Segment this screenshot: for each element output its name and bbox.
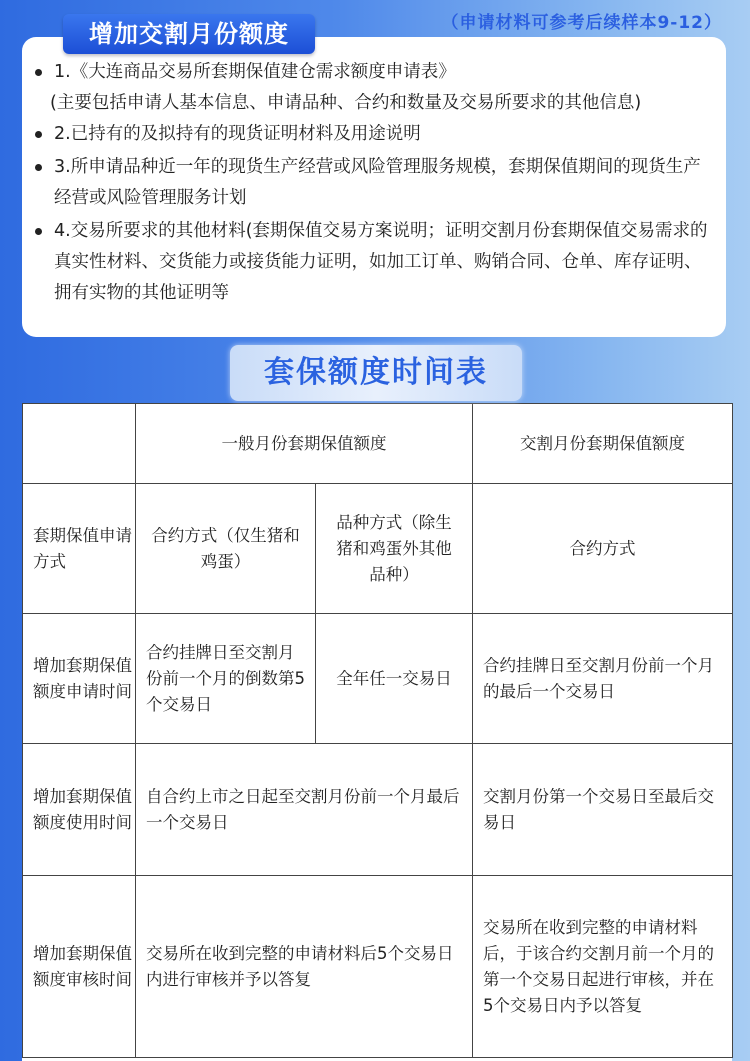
row-label-apply-time: 增加套期保值额度申请时间 xyxy=(23,614,136,744)
cell-use-general: 自合约上市之日起至交割月份前一个月最后一个交易日 xyxy=(136,744,473,876)
header-general: 一般月份套期保值额度 xyxy=(136,404,473,484)
material-item-2: 2.已持有的及拟持有的现货证明材料及用途说明 xyxy=(22,119,714,150)
table-corner-cell xyxy=(23,404,136,484)
material-item-4: 4.交易所要求的其他材料(套期保值交易方案说明；证明交割月份套期保值交易需求的真实性材料、交货能力或接货能力证明，如加工订单、购销合同、仓单、库存证明、拥有实物的其他证明等 xyxy=(22,216,714,309)
materials-card xyxy=(22,37,726,337)
section-title: 增加交割月份额度 xyxy=(63,14,315,54)
table-row xyxy=(23,484,733,614)
row-label-method: 套期保值申请方式 xyxy=(23,484,136,614)
cell-use-delivery: 交割月份第一个交易日至最后交易日 xyxy=(473,744,733,876)
cell-apply-delivery: 合约挂牌日至交割月份前一个月的最后一个交易日 xyxy=(473,614,733,744)
header-delivery: 交割月份套期保值额度 xyxy=(473,404,733,484)
table-header-row xyxy=(23,404,733,484)
row-label-review-time: 增加套期保值额度审核时间 xyxy=(23,876,136,1058)
cell-review-general: 交易所在收到完整的申请材料后5个交易日内进行审核并予以答复 xyxy=(136,876,473,1058)
cell-method-general-contract: 合约方式（仅生猪和鸡蛋） xyxy=(136,484,316,614)
material-item-3: 3.所申请品种近一年的现货生产经营或风险管理服务规模，套期保值期间的现货生产经营或风险管理服务计划 xyxy=(22,152,714,214)
table-row xyxy=(23,744,733,876)
cell-review-delivery: 交易所在收到完整的申请材料后，于该合约交割月前一个月的第一个交易日起进行审核，并在5个交易日内予以答复 xyxy=(473,876,733,1058)
hedge-quota-table xyxy=(22,403,733,1058)
table-row xyxy=(23,876,733,1058)
table-row xyxy=(23,614,733,744)
material-item-1-detail: (主要包括申请人基本信息、申请品种、合约和数量及交易所要求的其他信息) xyxy=(50,93,642,113)
table-title: 套保额度时间表 xyxy=(230,345,522,401)
row-label-use-time: 增加套期保值额度使用时间 xyxy=(23,744,136,876)
materials-note: （申请材料可参考后续样本9-12） xyxy=(441,13,722,33)
material-item-1: 1.《大连商品交易所套期保值建仓需求额度申请表》 xyxy=(22,57,714,88)
hedge-quota-table-wrap xyxy=(22,403,732,1061)
cell-method-delivery: 合约方式 xyxy=(473,484,733,614)
cell-apply-general-contract: 合约挂牌日至交割月份前一个月的倒数第5个交易日 xyxy=(136,614,316,744)
cell-method-general-variety: 品种方式（除生猪和鸡蛋外其他品种） xyxy=(316,484,473,614)
cell-apply-general-variety: 全年任一交易日 xyxy=(316,614,473,744)
